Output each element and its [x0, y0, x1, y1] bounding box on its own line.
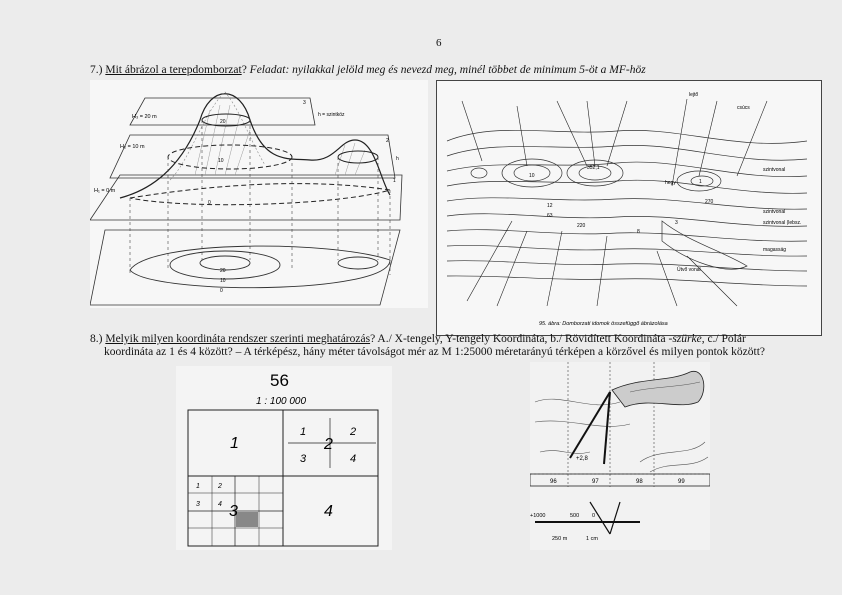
- label-csucs: csúcs: [737, 105, 750, 111]
- relief-3d-figure: [90, 80, 428, 308]
- grid-q2-4: 4: [350, 453, 357, 465]
- label-hegy: hegy: [665, 180, 676, 186]
- grid-big-2: 2: [324, 436, 333, 453]
- plane-2-label: 2: [386, 138, 389, 144]
- sheet-grid-figure: [176, 366, 392, 550]
- label-1: 1: [699, 179, 702, 185]
- plane-3-label: 3: [303, 100, 306, 106]
- grid-q2-1: 1: [300, 426, 307, 438]
- coord-98: 98: [636, 479, 643, 485]
- plane-1-label: 1: [393, 178, 396, 184]
- contour-map-figure: [436, 80, 822, 336]
- h-label: h: [396, 156, 399, 162]
- q7-number: 7.): [90, 64, 103, 76]
- h0-label: H₁ = 0 m: [94, 188, 116, 194]
- map-0-label: 0: [220, 288, 223, 294]
- label-szintvonal-2: szintvonal: [763, 209, 786, 215]
- grid-big-4: 4: [324, 503, 333, 520]
- page-number: 6: [436, 37, 442, 49]
- sheet-scale: 1 : 100 000: [256, 396, 307, 407]
- coord-97: 97: [592, 479, 599, 485]
- label-12: 12: [547, 203, 553, 209]
- grid-q2-3: 3: [300, 453, 307, 465]
- label-3: 3: [675, 220, 678, 226]
- label-10: 10: [529, 173, 535, 179]
- scale-250m: 250 m: [552, 536, 568, 542]
- h20-label: H₃ = 20 m: [132, 114, 157, 120]
- scale-1000: +1000: [530, 513, 546, 519]
- scale-500: 500: [570, 513, 580, 519]
- question-7: [90, 64, 646, 76]
- grid-q2-2: 2: [350, 426, 357, 438]
- label-magassag: magasság: [763, 247, 787, 253]
- map-10-label: 10: [220, 278, 226, 284]
- sheet-number: 56: [270, 371, 289, 390]
- h10-label: H₂ = 10 m: [120, 144, 145, 150]
- q8-number: 8.): [90, 333, 103, 345]
- q8-question: Melyik milyen koordináta rendszer szerinti meghatározás: [105, 333, 371, 345]
- label-utvo: Útvő vonal: [677, 267, 701, 273]
- label-8: 8: [637, 229, 640, 235]
- q8-rest2: , c./ Polár: [701, 333, 746, 345]
- grid-s3: 3: [196, 501, 200, 508]
- q7-question: Mit ábrázol a terepdomborzat: [105, 64, 242, 76]
- grid-s2: 2: [218, 483, 222, 490]
- q8-rest1: ? A./ X-tengely, Y-tengely Koordináta, b./ Rövidített Koordináta -: [370, 333, 673, 345]
- coord-99: 99: [678, 479, 685, 485]
- grid-big-3: 3: [229, 503, 238, 520]
- label-lejto: lejtő: [689, 92, 699, 98]
- map-20-label: 20: [220, 268, 226, 274]
- q7-qmark: ?: [241, 64, 247, 76]
- label-270: 270: [705, 199, 714, 205]
- pt-label-1: +2,8: [576, 456, 588, 462]
- coord-96: 96: [550, 479, 557, 485]
- scale-0: 0: [592, 513, 596, 519]
- label-352: 352,1: [587, 165, 600, 171]
- label-szintvonal-lebsz: szintvonal (lebsz.: [763, 220, 802, 226]
- fig2-caption: 95. ábra: Domborzati idomok összefüggő ábrázolása: [539, 321, 668, 327]
- scale-1cm: 1 cm: [586, 536, 598, 542]
- contour-10-label: 10: [218, 158, 224, 164]
- dividers-map-figure: [530, 362, 710, 550]
- label-szintvonal: szintvonal: [763, 167, 786, 173]
- q7-task: Feladat: nyilakkal jelöld meg és nevezd meg, minél többet de minimum 5-öt a MF-höz: [246, 64, 646, 76]
- grid-big-1: 1: [230, 435, 239, 452]
- q8-grey: szürke: [672, 333, 702, 345]
- grid-s1: 1: [196, 483, 200, 490]
- grid-s4: 4: [218, 501, 222, 508]
- label-63: 63: [547, 213, 553, 219]
- q8-line2: koordináta az 1 és 4 között? – A térképész, hány méter távolságot mér az M 1:25000 méretarányú térképen a körzővel és milyen pontok között?: [104, 346, 766, 358]
- label-220: 220: [577, 223, 586, 229]
- question-8: [90, 333, 810, 359]
- contour-20-label: 20: [220, 119, 226, 125]
- contour-0-label: 0: [208, 200, 211, 206]
- szintkoz-label: h = szintköz: [318, 112, 345, 118]
